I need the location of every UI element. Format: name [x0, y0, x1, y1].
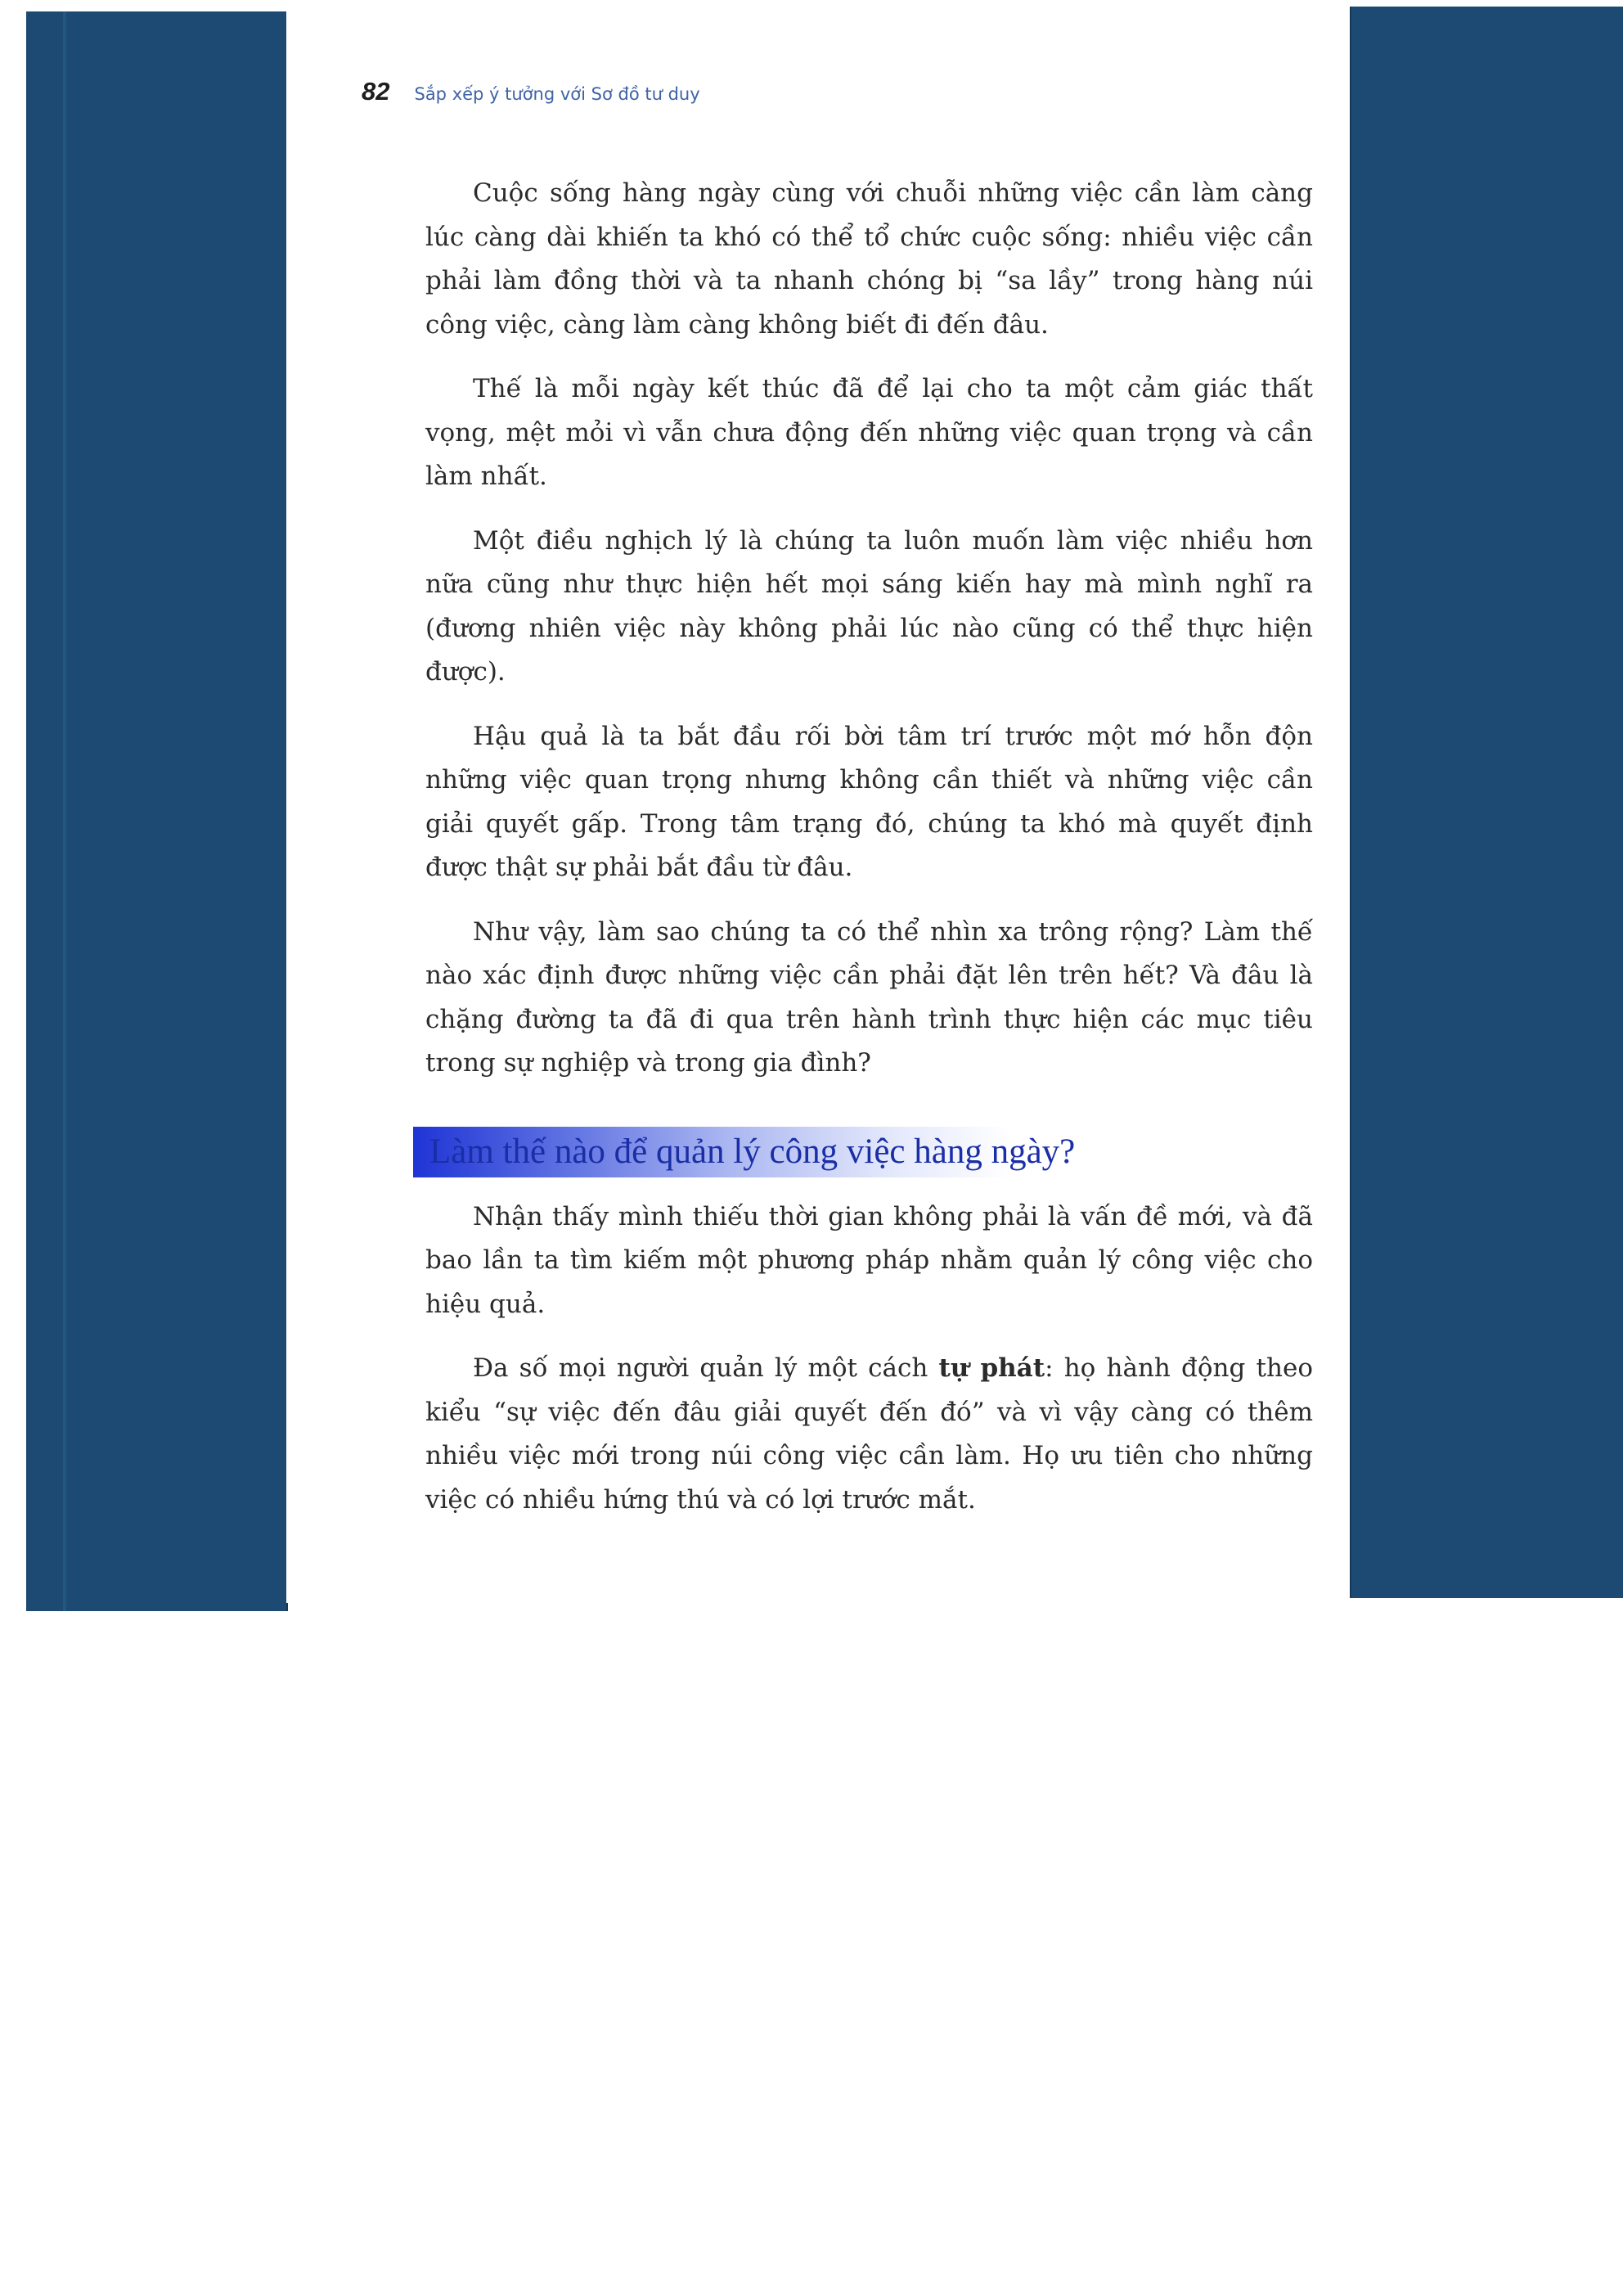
- page-number: 82: [362, 77, 390, 106]
- left-dark-border: [26, 11, 288, 1611]
- running-header: [362, 77, 700, 106]
- paragraph: Một điều nghịch lý là chúng ta luôn muốn làm việc nhiều hơn nữa cũng như thực hiện hết mọi sáng kiến hay mà mình nghĩ ra (đương nhiên việc này không phải lúc nào cũng có thể thực hiện được).: [425, 525, 1313, 687]
- bold-term: tự phát: [938, 1353, 1045, 1383]
- body-text: [425, 172, 1313, 1542]
- paragraph: Như vậy, làm sao chúng ta có thể nhìn xa trông rộng? Làm thế nào xác định được những việc cần phải đặt lên trên hết? Và đâu là chặng đường ta đã đi qua trên hành trình thực hiện các mục tiêu trong sự nghiệp và trong gia đình?: [425, 916, 1313, 1078]
- paragraph: Cuộc sống hàng ngày cùng với chuỗi những việc cần làm càng lúc càng dài khiến ta khó có thể tổ chức cuộc sống: nhiều việc cần phải làm đồng thời và ta nhanh chóng bị “sa lầy” trong hàng núi công việc, càng làm càng không biết đi đến đâu.: [425, 178, 1313, 340]
- right-dark-border: [1350, 7, 1623, 1598]
- paragraph: Hậu quả là ta bắt đầu rối bời tâm trí trước một mớ hỗn độn những việc quan trọng nhưng không cần thiết và những việc cần giải quyết gấp. Trong tâm trạng đó, chúng ta khó mà quyết định được thật sự phải bắt đầu từ đâu.: [425, 721, 1313, 882]
- section-heading: Làm thế nào để quản lý công việc hàng ngày?: [429, 1132, 1076, 1171]
- paragraph: Thế là mỗi ngày kết thúc đã để lại cho ta một cảm giác thất vọng, mệt mỏi vì vẫn chưa động đến những việc quan trọng và cần làm nhất.: [425, 374, 1313, 491]
- book-title: Sắp xếp ý tưởng với Sơ đồ tư duy: [414, 84, 700, 104]
- paragraph-text: : họ hành động theo kiểu “sự việc đến đâu giải quyết đến đó” và vì vậy càng có thêm nhiều việc mới trong núi công việc cần làm. Họ ưu tiên cho những việc có nhiều hứng thú và có lợi trước mắt.: [425, 1353, 1313, 1515]
- paragraph: Nhận thấy mình thiếu thời gian không phải là vấn đề mới, và đã bao lần ta tìm kiếm một phương pháp nhằm quản lý công việc cho hiệu quả.: [425, 1201, 1313, 1319]
- book-page: [286, 11, 1350, 1603]
- paragraph-text: Đa số mọi người quản lý một cách: [473, 1353, 939, 1383]
- section-heading-highlight: [413, 1127, 1108, 1177]
- paragraph: [425, 1347, 1313, 1522]
